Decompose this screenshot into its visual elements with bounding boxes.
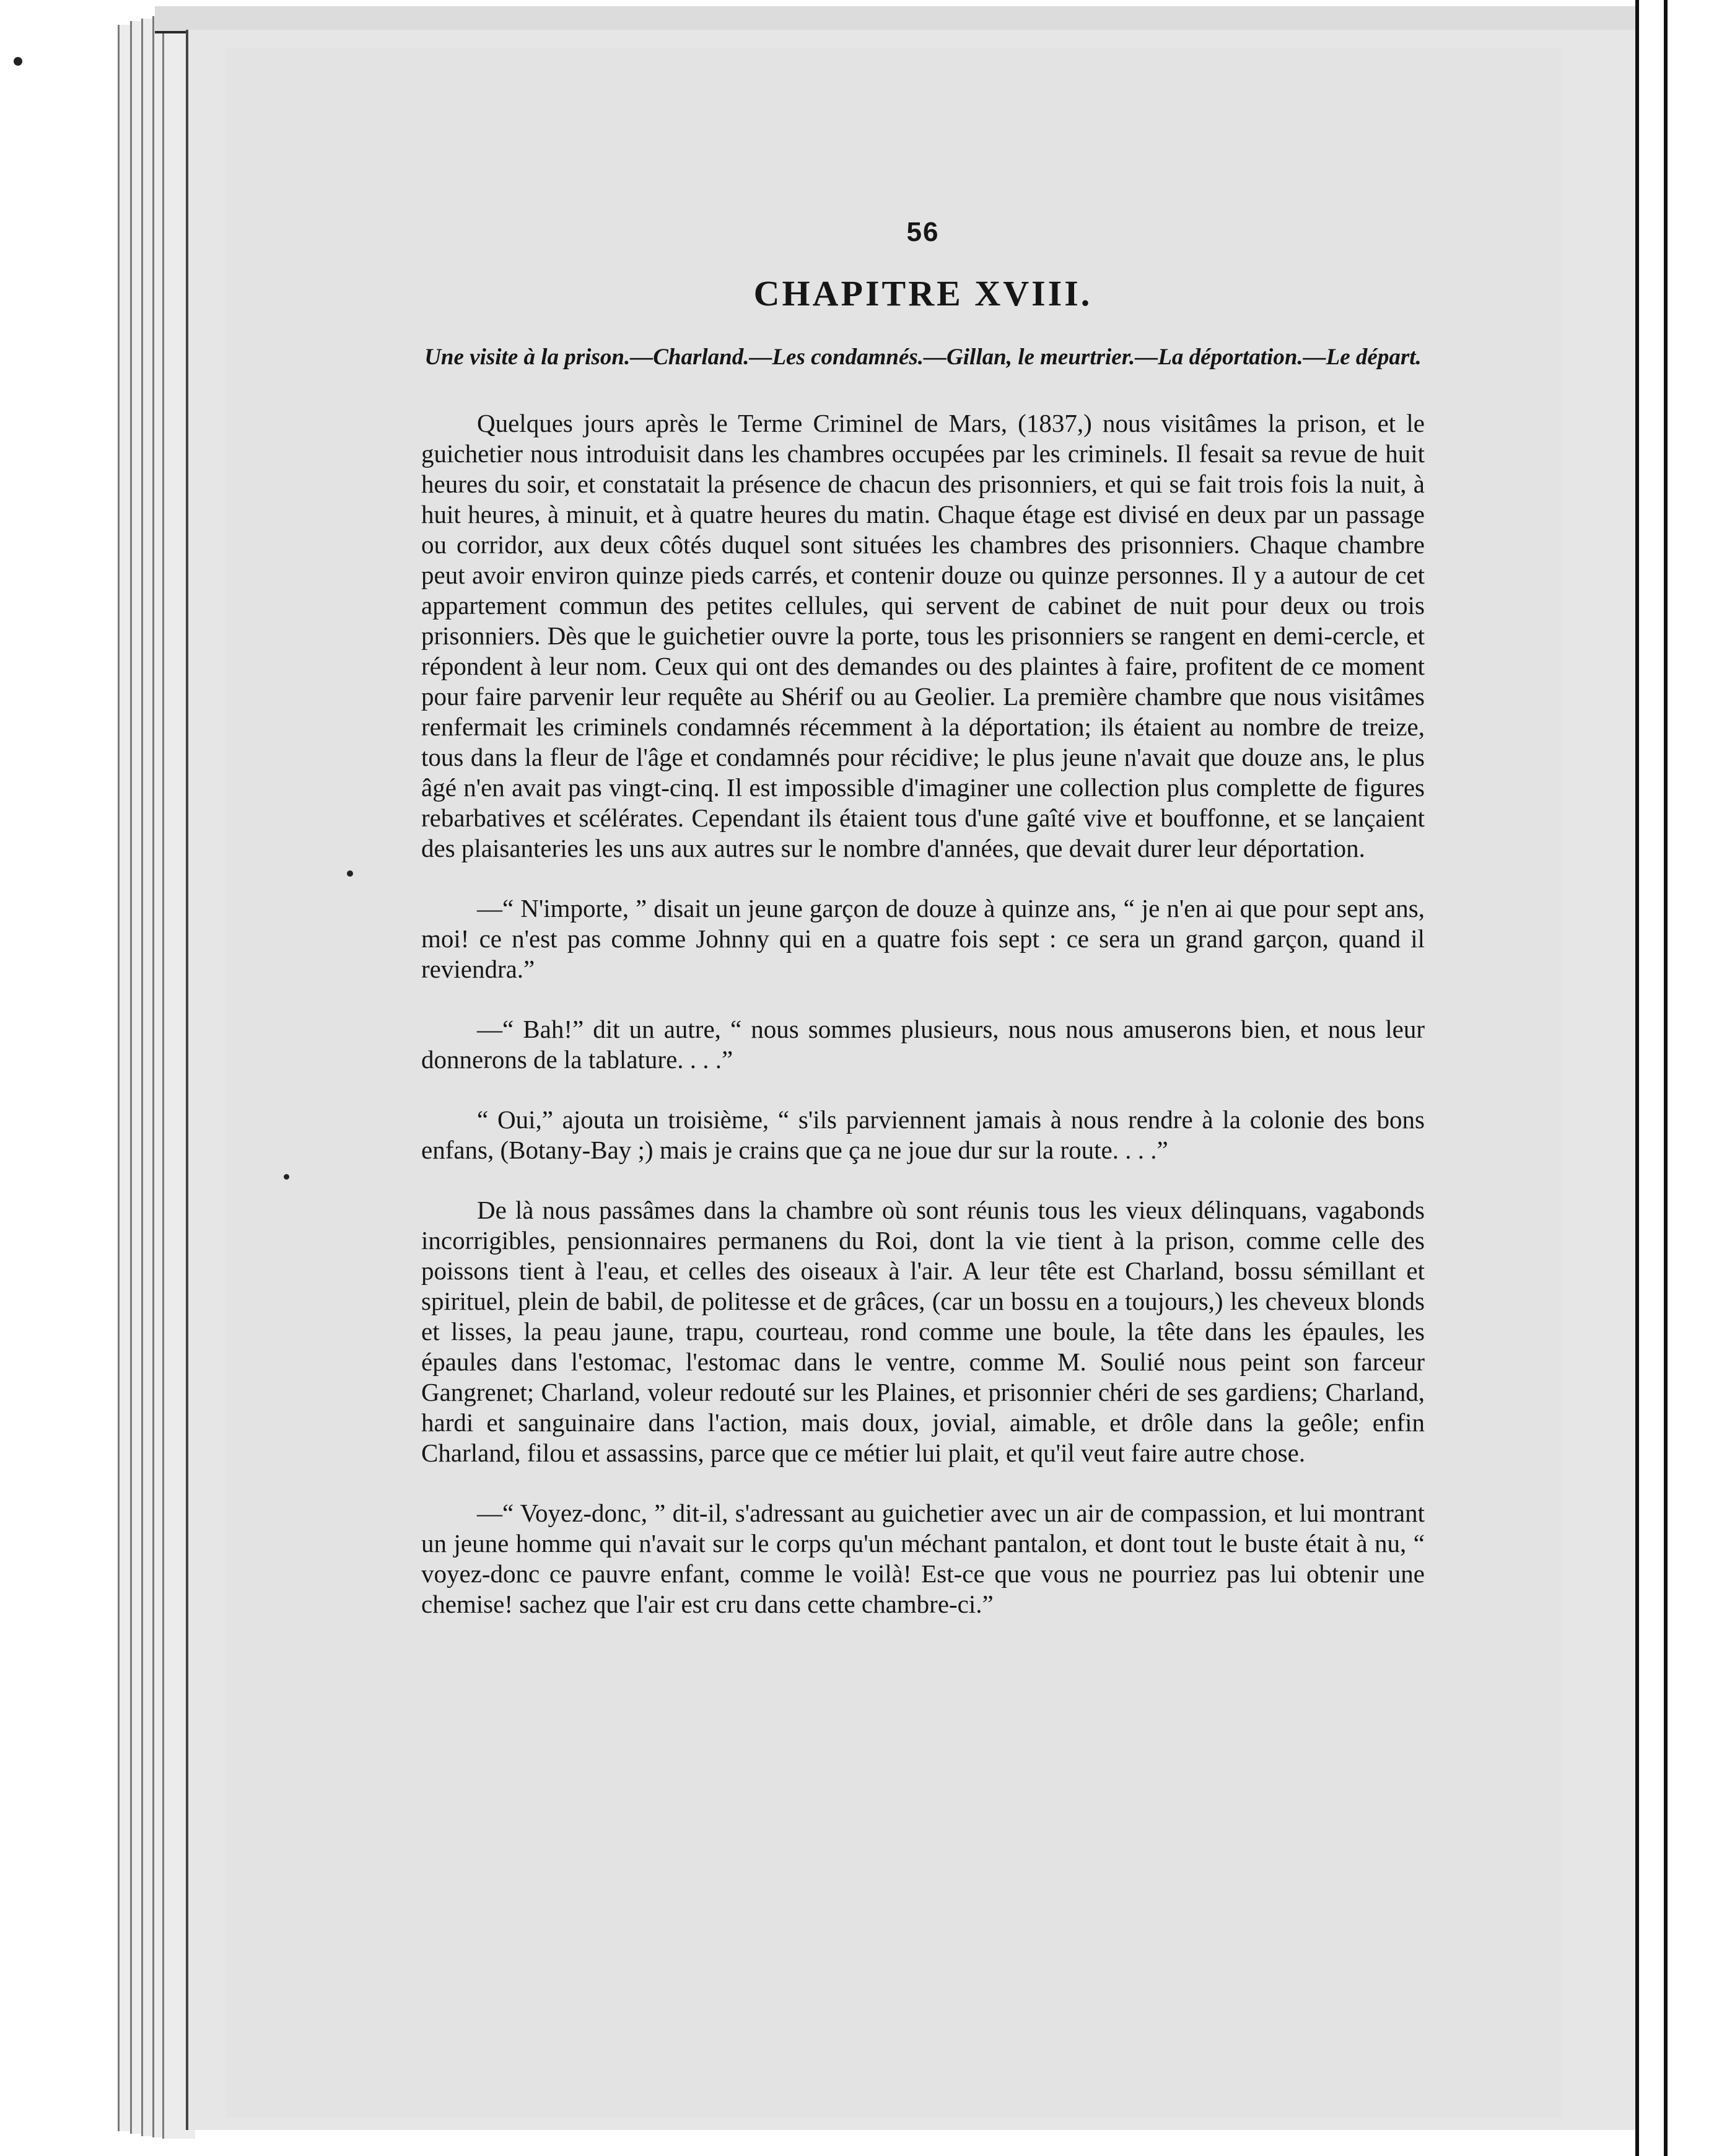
paragraph: —“ Voyez-donc, ” dit-il, s'adressant au guichetier avec un air de compassion, et lui montrant un jeune homme qui n'avait sur le corps qu'un méchant pantalon, et dont tout le buste était à nu, “ voyez-donc ce pauvre enfant, comme le voilà! Est-ce que vous ne pourriez pas lui obtenir une chemise! sachez que l'air est cru dans cette chambre-ci.” [421, 1499, 1425, 1618]
chapter-summary: Une visite à la prison.—Charland.—Les condamnés.—Gillan, le meurtrier.—La déportation.—Le départ. [424, 344, 1422, 370]
scan-speck [347, 870, 353, 877]
page-number: 56 [906, 217, 940, 247]
facing-page-edge [1635, 0, 1668, 2156]
page-text [421, 217, 1425, 1649]
paragraph: —“ Bah!” dit un autre, “ nous sommes plusieurs, nous nous amuserons bien, et nous leur donnerons de la tablature. . . .” [421, 1015, 1425, 1074]
paragraph: Quelques jours après le Terme Criminel de Mars, (1837,) nous visitâmes la prison, et le guichetier nous introduisit dans les chambres occupées par les criminels. Il fesait sa revue de huit heures du soir, et constatait la présence de chacun des prisonniers, et qui se fait trois fois la nuit, à huit heures, à minuit, et à quatre heures du matin. Chaque étage est divisé en deux par un passage ou corridor, aux deux côtés duquel sont situées les chambres des prisonniers. Chaque chambre peut avoir environ quinze pieds carrés, et contenir douze ou quinze personnes. Il y a autour de cet appartement commun des petites cellules, qui servent de cabinet de nuit pour deux ou trois prisonniers. Dès que le guichetier ouvre la porte, tous les prisonniers se rangent en demi-cercle, et répondent à leur nom. Ceux qui ont des demandes ou des plaintes à faire, profitent de ce moment pour faire parvenir leur requête au Shérif ou au Geolier. La première chambre que nous visitâmes renfermait les criminels condamnés récemment à la déportation; ils étaient au nombre de treize, tous dans la fleur de l'âge et condamnés pour récidive; le plus jeune n'avait que douze ans, le plus âgé n'en avait pas vingt-cinq. Il est impossible d'imaginer une collection plus complette de figures rebarbatives et scélérates. Cependant ils étaient tous d'une gaîté vive et bouffonne, et se lançaient des plaisanteries les uns aux autres sur le nombre d'années, que devait durer leur déportation. [421, 409, 1425, 862]
scan-speck [284, 1174, 289, 1180]
chapter-title: CHAPITRE XVIII. [753, 273, 1093, 313]
scan-speck [14, 57, 22, 66]
paragraph: —“ N'importe, ” disait un jeune garçon de douze à quinze ans, “ je n'en ai que pour sept ans, moi! ce n'est pas comme Johnny qui en a quatre fois sept : ce sera un grand garçon, quand il reviendra.” [421, 894, 1425, 983]
paragraph: “ Oui,” ajouta un troisième, “ s'ils parviennent jamais à nous rendre à la colonie des bons enfans, (Botany-Bay ;) mais je crains que ça ne joue dur sur la route. . . .” [421, 1105, 1425, 1164]
paragraph: De là nous passâmes dans la chambre où sont réunis tous les vieux délinquans, vagabonds incorrigibles, pensionnaires permanens du Roi, dont la vie tient à la prison, comme celle des poissons tient à l'eau, et celles des oiseaux à l'air. A leur tête est Charland, bossu sémillant et spirituel, plein de babil, de politesse et de grâces, (car un bossu en a toujours,) les cheveux blonds et lisses, la peau jaune, trapu, courteau, rond comme une boule, la tête dans les épaules, les épaules dans l'estomac, l'estomac dans le ventre, comme M. Soulié nous peint son farceur Gangrenet; Charland, voleur redouté sur les Plaines, et prisonnier chéri de ses gardiens; Charland, hardi et sanguinaire dans l'action, mais doux, jovial, aimable, et drôle dans la geôle; enfin Charland, filou et assassins, parce que ce métier lui plait, et qu'il veut faire autre chose. [421, 1196, 1425, 1467]
